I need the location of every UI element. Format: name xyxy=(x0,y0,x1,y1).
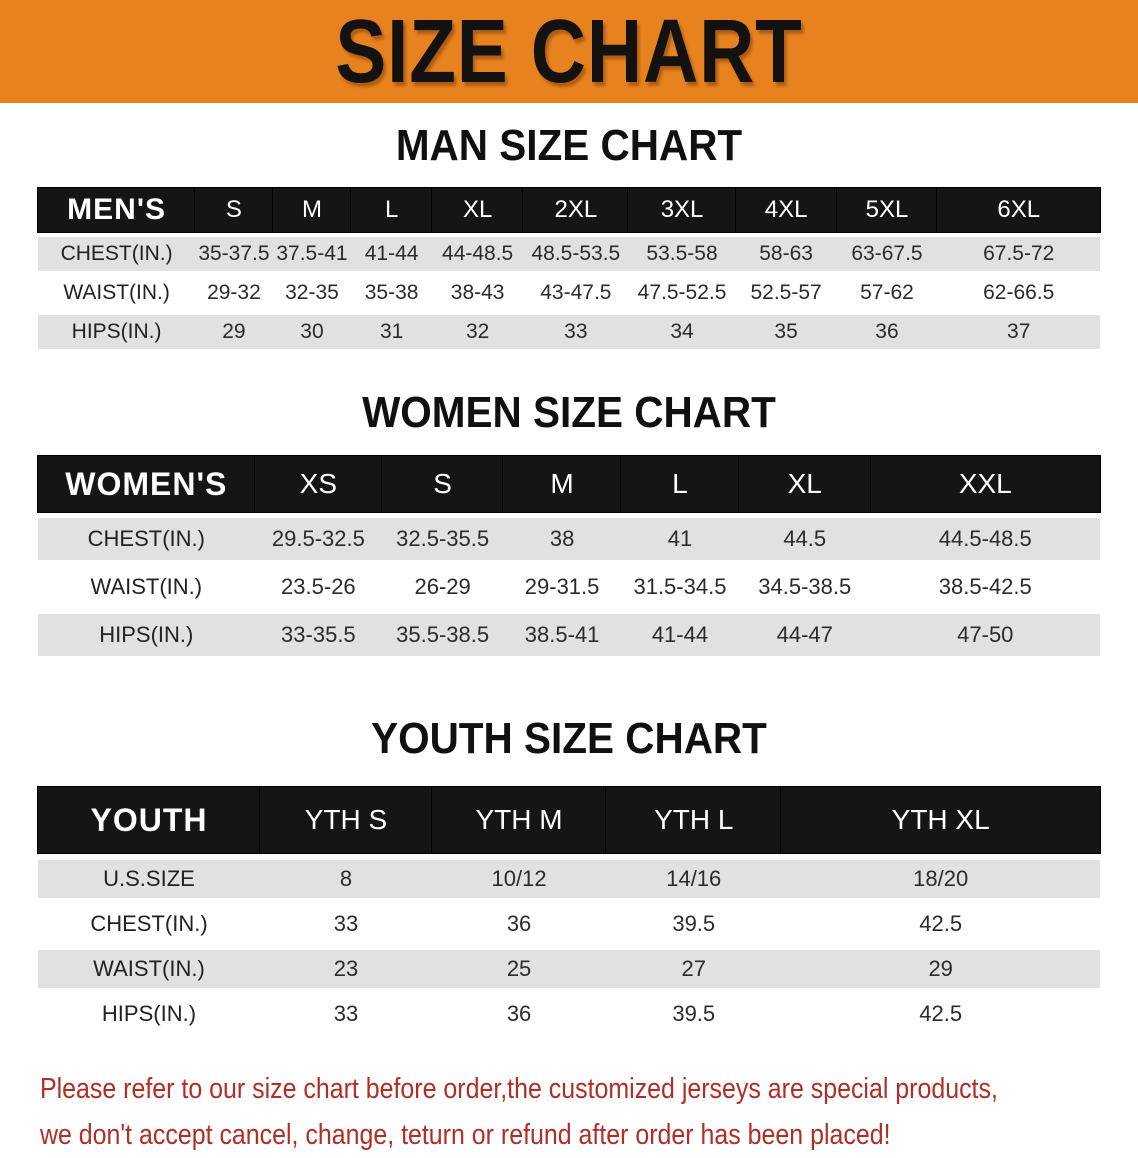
size-value: 36 xyxy=(432,905,606,943)
page-title: SIZE CHART xyxy=(335,1,803,102)
size-value: 36 xyxy=(432,995,606,1033)
table-row xyxy=(38,950,1100,988)
size-value: 14/16 xyxy=(606,860,781,898)
size-value: 39.5 xyxy=(606,905,781,943)
column-header: 5XL xyxy=(837,188,938,232)
size-value: 31 xyxy=(351,315,432,349)
size-value: 29 xyxy=(195,315,273,349)
size-value: 10/12 xyxy=(432,860,606,898)
column-header: XS xyxy=(255,456,382,512)
size-value: 37.5-41 xyxy=(273,237,352,271)
size-value: 63-67.5 xyxy=(837,237,938,271)
row-label: CHEST(IN.) xyxy=(38,905,260,943)
table-row xyxy=(38,995,1100,1033)
size-value: 42.5 xyxy=(781,995,1100,1033)
table-row xyxy=(38,860,1100,898)
row-label: WAIST(IN.) xyxy=(38,276,195,310)
size-value: 38.5-42.5 xyxy=(871,566,1100,608)
row-label: CHEST(IN.) xyxy=(38,237,195,271)
corner-label-women: WOMEN'S xyxy=(38,456,255,512)
size-value: 35 xyxy=(736,315,837,349)
column-header: S xyxy=(382,456,503,512)
size-value: 34.5-38.5 xyxy=(739,566,871,608)
size-value: 35-37.5 xyxy=(195,237,273,271)
size-value: 36 xyxy=(837,315,938,349)
column-header: S xyxy=(195,188,273,232)
size-value: 32 xyxy=(432,315,523,349)
section-heading-men: MAN SIZE CHART xyxy=(395,121,743,170)
size-value: 41-44 xyxy=(621,614,739,656)
size-value: 23.5-26 xyxy=(255,566,382,608)
disclaimer-line-2: we don't accept cancel, change, teturn or refund after order has been placed! xyxy=(40,1119,891,1151)
section-heading-youth: YOUTH SIZE CHART xyxy=(371,714,767,763)
header-row-men xyxy=(38,188,1100,232)
disclaimer xyxy=(40,1066,1138,1158)
column-header: 4XL xyxy=(736,188,837,232)
size-value: 35-38 xyxy=(351,276,432,310)
column-header: 2XL xyxy=(523,188,628,232)
header-row-women xyxy=(38,456,1100,512)
size-value: 52.5-57 xyxy=(736,276,837,310)
size-value: 43-47.5 xyxy=(523,276,628,310)
column-header: M xyxy=(273,188,352,232)
size-table-youth xyxy=(38,780,1100,1040)
row-label: CHEST(IN.) xyxy=(38,518,255,560)
corner-label-men: MEN'S xyxy=(38,188,195,232)
size-value: 29-32 xyxy=(195,276,273,310)
size-value: 29-31.5 xyxy=(503,566,621,608)
size-value: 47.5-52.5 xyxy=(628,276,735,310)
disclaimer-line-1: Please refer to our size chart before order,the customized jerseys are special products, xyxy=(40,1073,998,1105)
size-value: 42.5 xyxy=(781,905,1100,943)
size-value: 18/20 xyxy=(781,860,1100,898)
column-header: YTH S xyxy=(260,787,432,853)
row-label: WAIST(IN.) xyxy=(38,950,260,988)
column-header: XXL xyxy=(871,456,1100,512)
size-tables-container xyxy=(0,121,1138,1040)
size-value: 34 xyxy=(628,315,735,349)
column-header: XL xyxy=(432,188,523,232)
size-table-women xyxy=(38,450,1100,662)
column-header: 3XL xyxy=(628,188,735,232)
size-table-men xyxy=(38,183,1100,354)
column-header: XL xyxy=(739,456,871,512)
table-row xyxy=(38,237,1100,271)
size-value: 33-35.5 xyxy=(255,614,382,656)
table-row xyxy=(38,614,1100,656)
column-header: L xyxy=(621,456,739,512)
row-label: WAIST(IN.) xyxy=(38,566,255,608)
size-value: 44.5-48.5 xyxy=(871,518,1100,560)
column-header: YTH M xyxy=(432,787,606,853)
size-value: 58-63 xyxy=(736,237,837,271)
table-row xyxy=(38,276,1100,310)
size-value: 44-48.5 xyxy=(432,237,523,271)
column-header: YTH XL xyxy=(781,787,1100,853)
size-value: 38.5-41 xyxy=(503,614,621,656)
size-value: 37 xyxy=(937,315,1100,349)
size-value: 53.5-58 xyxy=(628,237,735,271)
column-header: M xyxy=(503,456,621,512)
row-label: U.S.SIZE xyxy=(38,860,260,898)
size-value: 44-47 xyxy=(739,614,871,656)
size-value: 33 xyxy=(260,905,432,943)
size-value: 47-50 xyxy=(871,614,1100,656)
size-value: 26-29 xyxy=(382,566,503,608)
size-value: 67.5-72 xyxy=(937,237,1100,271)
size-value: 57-62 xyxy=(837,276,938,310)
size-value: 8 xyxy=(260,860,432,898)
table-row xyxy=(38,905,1100,943)
size-value: 23 xyxy=(260,950,432,988)
size-value: 33 xyxy=(260,995,432,1033)
column-header: 6XL xyxy=(937,188,1100,232)
row-label: HIPS(IN.) xyxy=(38,995,260,1033)
size-value: 31.5-34.5 xyxy=(621,566,739,608)
column-header: L xyxy=(351,188,432,232)
column-header: YTH L xyxy=(606,787,781,853)
size-value: 39.5 xyxy=(606,995,781,1033)
row-label: HIPS(IN.) xyxy=(38,315,195,349)
table-row xyxy=(38,315,1100,349)
corner-label-youth: YOUTH xyxy=(38,787,260,853)
size-value: 27 xyxy=(606,950,781,988)
size-value: 38-43 xyxy=(432,276,523,310)
size-value: 30 xyxy=(273,315,352,349)
size-value: 29.5-32.5 xyxy=(255,518,382,560)
header-row-youth xyxy=(38,787,1100,853)
table-row xyxy=(38,518,1100,560)
size-value: 38 xyxy=(503,518,621,560)
size-value: 44.5 xyxy=(739,518,871,560)
section-heading-women: WOMEN SIZE CHART xyxy=(362,388,776,437)
size-value: 33 xyxy=(523,315,628,349)
size-value: 62-66.5 xyxy=(937,276,1100,310)
row-label: HIPS(IN.) xyxy=(38,614,255,656)
size-value: 41-44 xyxy=(351,237,432,271)
banner xyxy=(0,0,1138,103)
size-value: 29 xyxy=(781,950,1100,988)
size-value: 25 xyxy=(432,950,606,988)
table-row xyxy=(38,566,1100,608)
size-value: 32-35 xyxy=(273,276,352,310)
size-value: 41 xyxy=(621,518,739,560)
size-value: 32.5-35.5 xyxy=(382,518,503,560)
size-value: 48.5-53.5 xyxy=(523,237,628,271)
size-value: 35.5-38.5 xyxy=(382,614,503,656)
